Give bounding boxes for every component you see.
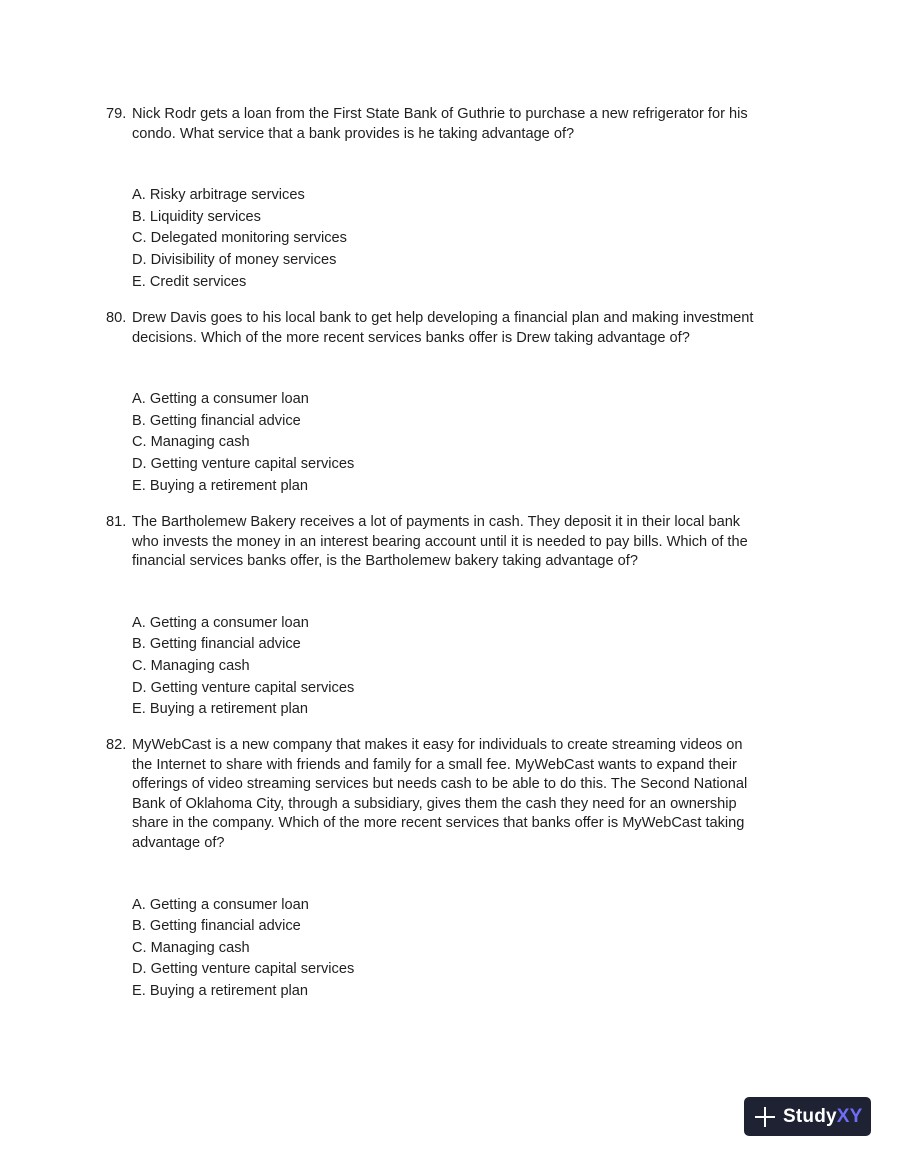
studyxy-logo (744, 1097, 871, 1136)
question-79 (106, 105, 766, 293)
option-e: E. Buying a retirement plan (132, 982, 309, 999)
option-c: C. Managing cash (132, 434, 250, 451)
option-c: C. Managing cash (132, 939, 250, 956)
answer-options (132, 389, 766, 497)
question-number: 79. (106, 106, 127, 122)
answer-options (132, 895, 766, 1003)
question-text: Nick Rodr gets a loan from the First State Bank of Guthrie to purchase a new refrigerator for his condo. What service that a bank provides is he taking advantage of? (132, 106, 748, 142)
question-82 (106, 736, 766, 1003)
option-c: C. Managing cash (132, 657, 250, 674)
logo-text-accent: XY (836, 1105, 863, 1127)
option-c: C. Delegated monitoring services (132, 230, 347, 247)
option-d: D. Divisibility of money services (132, 251, 337, 268)
option-b: B. Getting financial advice (132, 918, 301, 935)
question-80 (106, 309, 766, 497)
option-e: E. Buying a retirement plan (132, 477, 309, 494)
question-text: MyWebCast is a new company that makes it easy for individuals to create streaming videos on the Internet to share with friends and family for a small fee. MyWebCast wants to expand their offerings of video streaming services but needs cash to be able to do this. The Second National Bank of Oklahoma City, through a subsidiary, gives them the cash they need for an ownership share in the company. Which of the more recent services that banks offer is MyWebCast taking advantage of? (132, 737, 748, 851)
question-81 (106, 513, 766, 721)
plus-icon (754, 1106, 776, 1128)
question-number: 82. (106, 737, 127, 753)
option-b: B. Getting financial advice (132, 412, 301, 429)
option-a: A. Risky arbitrage services (132, 187, 305, 204)
option-d: D. Getting venture capital services (132, 679, 355, 696)
option-d: D. Getting venture capital services (132, 961, 355, 978)
option-e: E. Credit services (132, 273, 247, 290)
option-a: A. Getting a consumer loan (132, 896, 309, 913)
option-a: A. Getting a consumer loan (132, 391, 309, 408)
option-d: D. Getting venture capital services (132, 455, 355, 472)
logo-text (783, 1106, 863, 1128)
answer-options (132, 185, 766, 293)
option-b: B. Liquidity services (132, 208, 261, 225)
option-b: B. Getting financial advice (132, 636, 301, 653)
logo-text-main: Study (783, 1105, 837, 1127)
question-text: Drew Davis goes to his local bank to get help developing a financial plan and making investment decisions. Which of the more recent services banks offer is Drew taking advantage of? (132, 310, 754, 346)
question-number: 81. (106, 514, 127, 530)
answer-options (132, 613, 766, 721)
option-a: A. Getting a consumer loan (132, 614, 309, 631)
question-text: The Bartholemew Bakery receives a lot of payments in cash. They deposit it in their local bank who invests the money in an interest bearing account until it is needed to pay bills. Which of the financial services banks offer, is the Bartholemew bakery taking advantage of? (132, 514, 748, 570)
option-e: E. Buying a retirement plan (132, 701, 309, 718)
question-number: 80. (106, 310, 127, 326)
